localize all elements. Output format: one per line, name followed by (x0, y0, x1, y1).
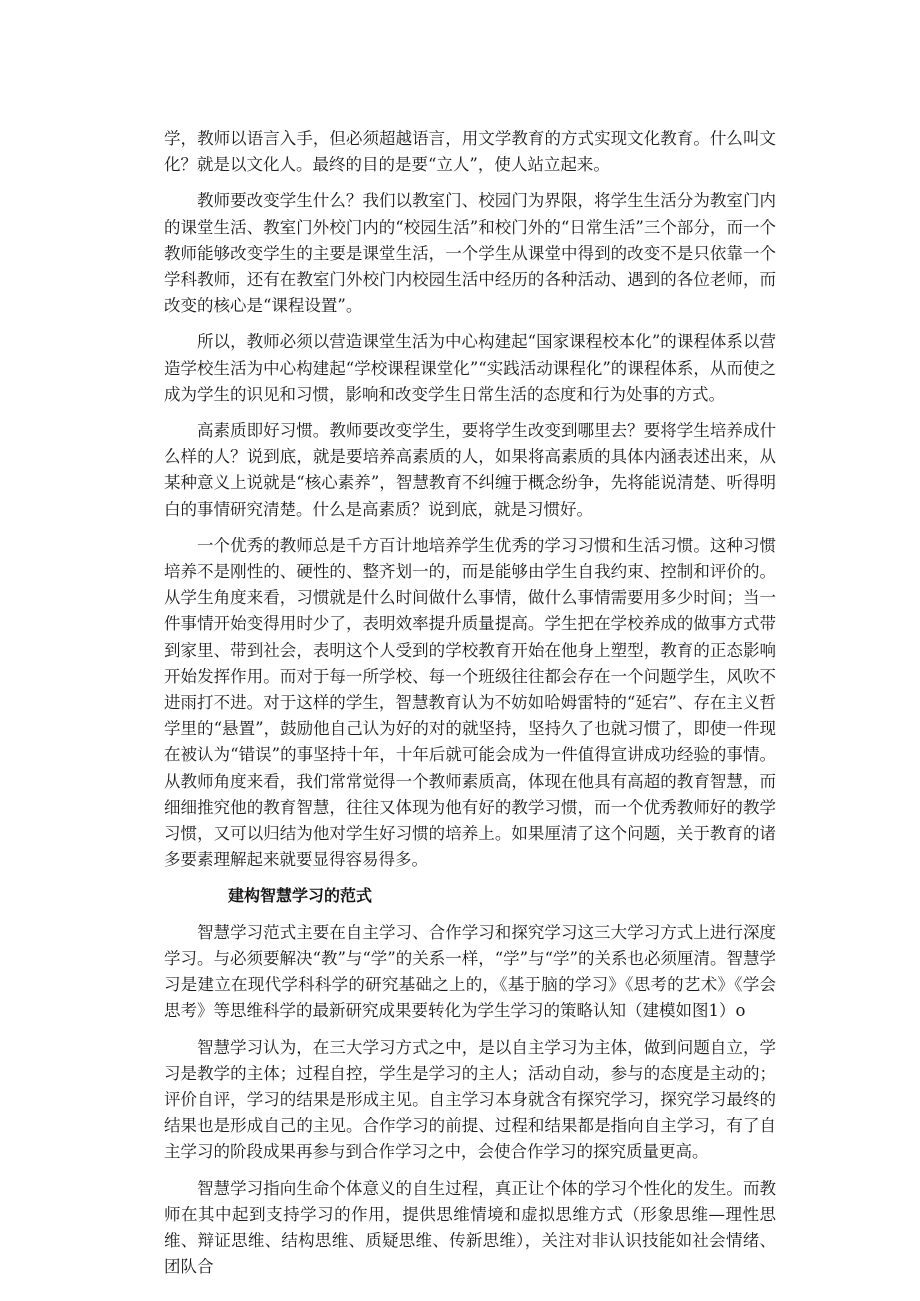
paragraph-curriculum-system: 所以，教师必须以营造课堂生活为中心构建起“国家课程校本化”的课程体系以营造学校生活为中心构建起“学校课程课堂化”“实践活动课程化”的课程体系，从而使之成为学生的识见和习惯，影响和改变学生日常生活的态度和行为处事的方式。 (164, 332, 776, 404)
paragraph-learning-paradigm: 智慧学习范式主要在自主学习、合作学习和探究学习这三大学习方式上进行深度学习。与必须要解决“教”与“学”的关系一样，“学”与“学”的关系也必须厘清。智慧学习是建立在现代学科科学的研究基础之上的，《基于脑的学习》《思考的艺术》《学会思考》等思维科学的最新研究成果要转化为学生学习的策略认知（建模如图1）o (164, 922, 776, 1021)
paragraph-high-quality-habits: 高素质即好习惯。教师要改变学生，要将学生改变到哪里去？要将学生培养成什么样的人？说到底，就是要培养高素质的人，如果将高素质的具体内涵表述出来，从某种意义上说就是“核心素养”，智慧教育不纠缠于概念纷争，先将能说清楚、听得明白的事情研究清楚。什么是高素质？说到底，就是习惯好。 (164, 421, 776, 519)
paragraph-individual-learning: 智慧学习指向生命个体意义的自生过程，真正让个体的学习个性化的发生。而教师在其中起到支持学习的作用，提供思维情境和虚拟思维方式（形象思维—理性思维、辩证思维、结构思维、质疑思维、传新思维），关注对非认识技能如社会情绪、团队合 (164, 1178, 776, 1277)
paragraph-change-students: 教师要改变学生什么？我们以教室门、校园门为界限，将学生生活分为教室门内的课堂生活、教室门外校门内的“校园生活”和校门外的“日常生活”三个部分，而一个教师能够改变学生的主要是课堂生活，一个学生从课堂中得到的改变不是只依靠一个学科教师，还有在教室门外校门内校园生活中经历的各种活动、遇到的各位老师，而改变的核心是“课程设置”。 (164, 191, 776, 316)
paragraph-excellent-teacher: 一个优秀的教师总是千方百计地培养学生优秀的学习习惯和生活习惯。这种习惯培养不是刚性的、硬性的、整齐划一的，而是能够由学生自我约束、控制和评价的。从学生角度来看，习惯就是什么时间做什么事情，做什么事情需要用多少时间；当一件事情开始变得用时少了，表明效率提升质量提高。学生把在学校养成的做事方式带到家里、带到社会，表明这个人受到的学校教育开始在他身上塑型，教育的正态影响开始发挥作用。而对于每一所学校、每一个班级往往都会存在一个问题学生，风吹不进雨打不进。对于这样的学生，智慧教育认为不妨如哈姆雷特的“延宕”、存在主义哲学里的“悬置”，鼓励他自己认为好的对的就坚持，坚持久了也就习惯了，即使一件现在被认为“错误”的事坚持十年，十年后就可能会成为一件值得宣讲成功经验的事情。从教师角度来看，我们常常觉得一个教师素质高，体现在他具有高超的教育智慧，而细细推究他的教育智慧，往往又体现为他有好的教学习惯，而一个优秀教师好的教学习惯，又可以归结为他对学生好习惯的培养上。如果厘清了这个问题，关于教育的诸多要素理解起来就要显得容易得多。 (164, 535, 776, 870)
document-body (164, 126, 776, 1290)
paragraph-continuation: 学，教师以语言入手，但必须超越语言，用文学教育的方式实现文化教育。什么叫文化？就是以文化人。最终的目的是要“立人”，使人站立起来。 (164, 129, 776, 175)
section-heading: 建构智慧学习的范式 (228, 886, 373, 906)
paragraph-autonomous-learning: 智慧学习认为，在三大学习方式之中，是以自主学习为主体，做到问题自立，学习是教学的主体；过程自控，学生是学习的主人；活动自动，参与的态度是主动的；评价自评，学习的结果是形成主见。自主学习本身就含有探究学习，探究学习最终的结果也是形成自己的主见。合作学习的前提、过程和结果都是指向自主学习，有了自主学习的阶段成果再参与到合作学习之中，会使合作学习的探究质量更高。 (164, 1037, 776, 1162)
